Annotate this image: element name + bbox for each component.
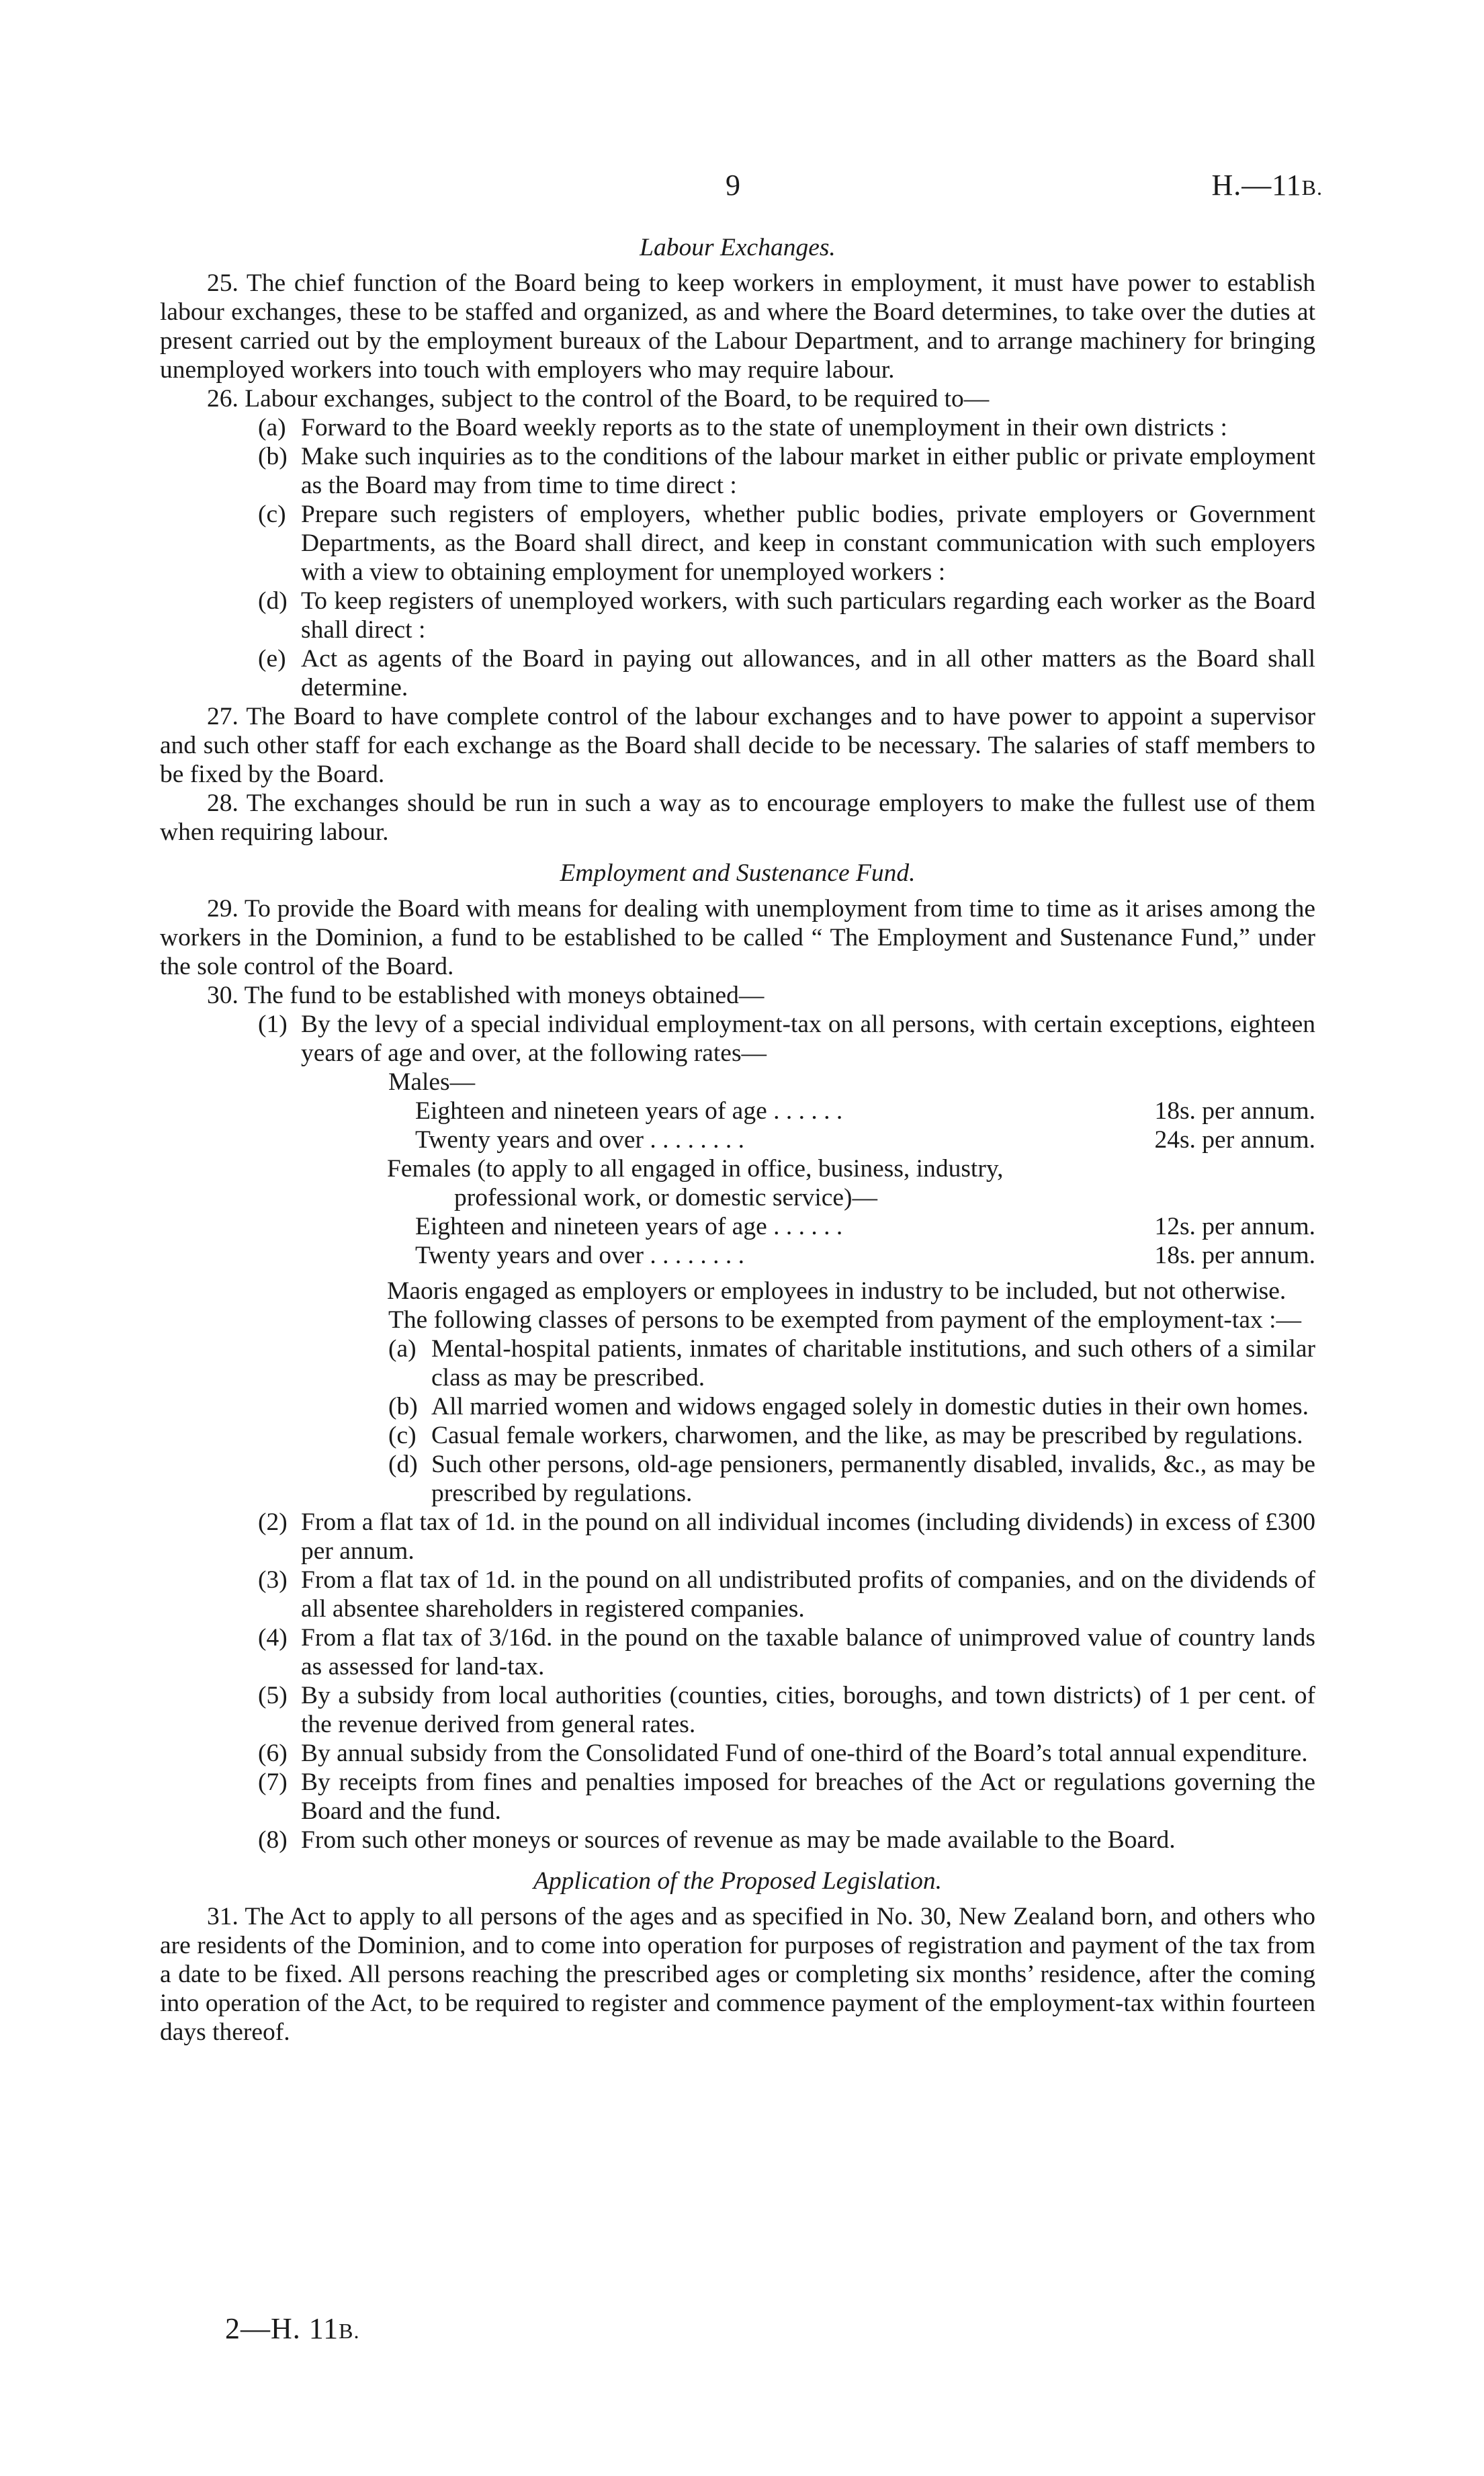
list-item-text: Forward to the Board weekly reports as to the state of unemployment in their own districts :: [301, 414, 1227, 441]
rate-row: [160, 1097, 1315, 1125]
list-item-text: By annual subsidy from the Consolidated Fund of one-third of the Board’s total annual expenditure.: [301, 1740, 1308, 1767]
document-reference: [1212, 168, 1323, 202]
signature-suffix: B.: [339, 2319, 360, 2343]
list-item: [160, 1681, 1315, 1739]
list-item: [160, 1421, 1315, 1450]
list-item-label: (8): [258, 1826, 288, 1854]
list-item-label: (c): [258, 501, 286, 528]
rate-row: [160, 1241, 1315, 1270]
paragraph-25: 25. The chief function of the Board being to keep workers in employment, it must have power to establish labour exchanges, these to be staffed and organized, as and where the Board determines, to take over the duties at present carried out by the employment bureaux of the Labour Department, and to arrange machinery for bringing unemployed workers into touch with employers who may require labour.: [160, 269, 1315, 384]
section-heading-fund: Employment and Sustenance Fund.: [560, 859, 916, 887]
males-label: Males—: [388, 1068, 476, 1096]
list-item: [160, 1739, 1315, 1768]
list-item-label: (b): [388, 1393, 418, 1420]
list-item-label: (2): [258, 1508, 288, 1536]
list-item-label: (b): [258, 443, 288, 470]
list-item-label: (d): [258, 587, 288, 615]
list-item: [160, 1623, 1315, 1681]
list-item-label: (5): [258, 1682, 288, 1709]
rate-value: 18s. per annum.: [1154, 1097, 1315, 1125]
list-item-label: (7): [258, 1768, 288, 1796]
paragraph-27: 27. The Board to have complete control of the labour exchanges and to have power to appoint a supervisor and such other staff for each exchange as the Board shall decide to be necessary. The salaries of staff members to be fixed by the Board.: [160, 703, 1315, 788]
list-item: [160, 587, 1315, 644]
paragraph-31: 31. The Act to apply to all persons of the ages and as specified in No. 30, New Zealand born, and others who are residents of the Dominion, and to come into operation for purposes of registration and payment of the tax from a date to be fixed. All persons reaching the prescribed ages or completing six months’ residence, after the coming into operation of the Act, to be required to register and commence payment of the employment-tax within fourteen days thereof.: [160, 1903, 1315, 2046]
list-item: [160, 1392, 1315, 1421]
rate-label: Twenty years and over . . . . . . . .: [415, 1242, 744, 1269]
list-item-text: By the levy of a special individual employment-tax on all persons, with certain exceptions, eighteen years of age and over, at the following rates—: [301, 1011, 1315, 1067]
list-item-text: From a flat tax of 1d. in the pound on all undistributed profits of companies, and on the dividends of all absentee shareholders in registered companies.: [301, 1566, 1315, 1623]
rate-label: Eighteen and nineteen years of age . . . . . .: [415, 1097, 843, 1125]
signature-main: 2—H. 11: [225, 2312, 339, 2345]
list-item: [160, 413, 1315, 442]
list-item-text: By a subsidy from local authorities (counties, cities, boroughs, and town districts) of 1 per cent. of the revenue derived from general rates.: [301, 1682, 1315, 1738]
list-item-text: Such other persons, old-age pensioners, permanently disabled, invalids, &c., as may be prescribed by regulations.: [431, 1451, 1315, 1507]
paragraph-26: 26. Labour exchanges, subject to the control of the Board, to be required to—: [207, 385, 990, 413]
section-heading-application: Application of the Proposed Legislation.: [533, 1867, 942, 1895]
list-item: [160, 1334, 1315, 1392]
document-reference-suffix: B.: [1301, 175, 1323, 200]
page-body: [160, 225, 1315, 2047]
list-item: [160, 1450, 1315, 1508]
paragraph-30: 30. The fund to be established with moneys obtained—: [207, 982, 765, 1009]
list-item-text: Make such inquiries as to the conditions of the labour market in either public or private employment as the Board may from time to time direct :: [301, 443, 1315, 499]
females-label: Females (to apply to all engaged in office, business, industry, professional work, or domestic service)—: [387, 1155, 1004, 1211]
list-item-label: (1): [258, 1011, 288, 1038]
list-item-label: (6): [258, 1740, 288, 1767]
list-item: [160, 1768, 1315, 1826]
list-item: [160, 1508, 1315, 1566]
exemption-intro: The following classes of persons to be exempted from payment of the employment-tax :—: [388, 1306, 1302, 1334]
list-item-label: (d): [388, 1451, 418, 1478]
document-reference-main: H.—11: [1211, 169, 1302, 202]
list-item: [160, 1826, 1315, 1854]
list-item-label: (a): [258, 414, 286, 441]
list-item-text: Prepare such registers of employers, whether public bodies, private employers or Government Departments, as the Board shall direct, and keep in constant communication with such employers with a view to obtaining employment for unemployed workers :: [301, 501, 1315, 586]
page-number: 9: [726, 169, 740, 202]
list-item: [160, 500, 1315, 587]
list-item: [160, 1010, 1315, 1068]
list-item: [160, 442, 1315, 500]
rate-value: 12s. per annum.: [1154, 1213, 1315, 1240]
rate-value: 24s. per annum.: [1154, 1126, 1315, 1154]
list-item-text: Mental-hospital patients, inmates of charitable institutions, and such others of a similar class as may be prescribed.: [431, 1335, 1315, 1392]
rate-label: Eighteen and nineteen years of age . . . . . .: [415, 1213, 843, 1240]
list-item-text: Casual female workers, charwomen, and the like, as may be prescribed by regulations.: [431, 1422, 1303, 1449]
list-item-text: All married women and widows engaged solely in domestic duties in their own homes.: [431, 1393, 1309, 1420]
rate-row: [160, 1125, 1315, 1154]
rate-row: [160, 1212, 1315, 1241]
rate-value: 18s. per annum.: [1154, 1242, 1315, 1269]
list-item-text: By receipts from fines and penalties imposed for breaches of the Act or regulations governing the Board and the fund.: [301, 1768, 1315, 1825]
maoris-note: Maoris engaged as employers or employees in industry to be included, but not otherwise.: [387, 1277, 1286, 1305]
list-item-label: (e): [258, 645, 286, 673]
list-item-label: (4): [258, 1624, 288, 1652]
printer-signature: [225, 2311, 360, 2346]
list-item: [160, 644, 1315, 702]
list-item: [160, 1566, 1315, 1623]
paragraph-28: 28. The exchanges should be run in such a way as to encourage employers to make the fullest use of them when requiring labour.: [160, 789, 1315, 846]
list-item-text: From a flat tax of 1d. in the pound on all individual incomes (including dividends) in excess of £300 per annum.: [301, 1508, 1315, 1565]
list-item-label: (3): [258, 1566, 288, 1594]
list-item-label: (a): [388, 1335, 417, 1363]
list-item-label: (c): [388, 1422, 417, 1449]
list-item-text: Act as agents of the Board in paying out allowances, and in all other matters as the Board shall determine.: [301, 645, 1315, 701]
list-item-text: From such other moneys or sources of revenue as may be made available to the Board.: [301, 1826, 1176, 1854]
list-item-text: To keep registers of unemployed workers, with such particulars regarding each worker as the Board shall direct :: [301, 587, 1315, 644]
section-heading-labour-exchanges: Labour Exchanges.: [640, 234, 836, 261]
rate-label: Twenty years and over . . . . . . . .: [415, 1126, 744, 1154]
paragraph-29: 29. To provide the Board with means for dealing with unemployment from time to time as it arises among the workers in the Dominion, a fund to be established to be called “ The Employment and Sustenance Fund,” under the sole control of the Board.: [160, 895, 1315, 980]
list-item-text: From a flat tax of 3/16d. in the pound on the taxable balance of unimproved value of country lands as assessed for land-tax.: [301, 1624, 1315, 1680]
